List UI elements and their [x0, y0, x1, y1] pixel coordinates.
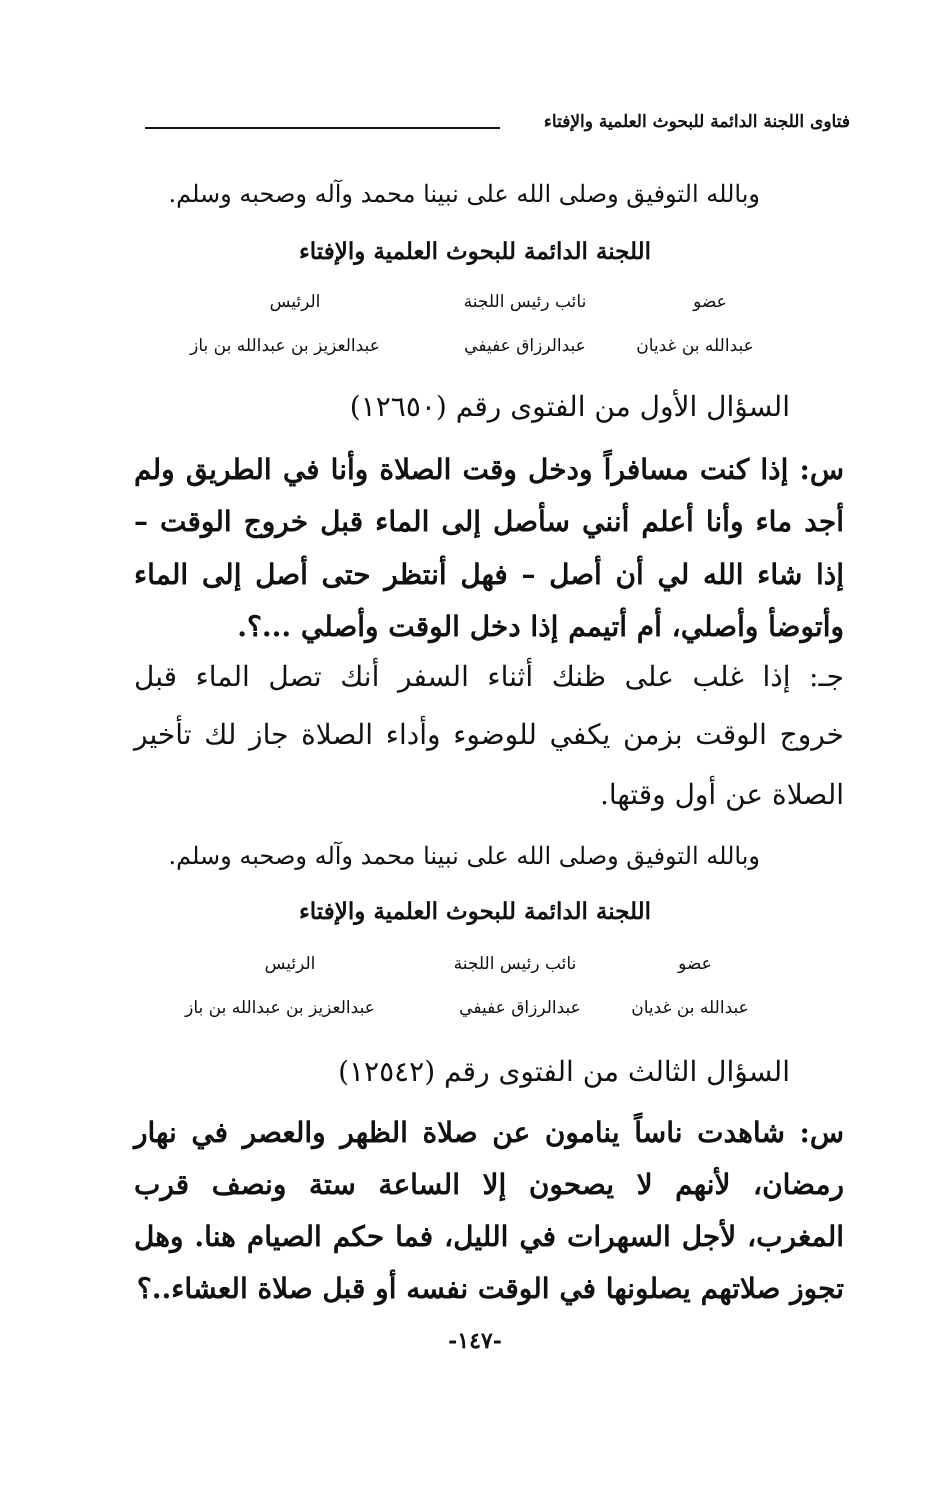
question-title: السؤال الثالث من الفتوى رقم (١٢٥٤٢) [338, 1055, 790, 1088]
closing-line: وبالله التوفيق وصلى الله على نبينا محمد وآله وصحبه وسلم. [168, 842, 760, 870]
question-line: س: شاهدت ناساً ينامون عن صلاة الظهر والعصر في نهار [134, 1116, 844, 1149]
running-header: فتاوى اللجنة الدائمة للبحوث العلمية والإفتاء [543, 112, 850, 132]
question-line: س: إذا كنت مسافراً ودخل وقت الصلاة وأنا في الطريق ولم [134, 453, 844, 486]
committee-name: اللجنة الدائمة للبحوث العلمية والإفتاء [298, 898, 652, 925]
answer-line: خروج الوقت بزمن يكفي للوضوء وأداء الصلاة جاز لك تأخير [134, 718, 844, 751]
signatory-member: عبدالله بن غديان [631, 998, 749, 1018]
question-line: أجد ماء وأنا أعلم أنني سأصل إلى الماء قبل خروج الوقت – [134, 505, 844, 538]
signatory-member: عبدالله بن غديان [636, 336, 754, 356]
role-vice-president: نائب رئيس اللجنة [453, 954, 577, 974]
question-line: وأتوضأ وأصلي، أم أتيمم إذا دخل الوقت وأصلي ...؟. [237, 610, 844, 643]
question-line: إذا شاء الله لي أن أصل – فهل أنتظر حتى أصل إلى الماء [134, 558, 844, 591]
role-president: الرئيس [269, 292, 321, 312]
committee-name: اللجنة الدائمة للبحوث العلمية والإفتاء [298, 238, 652, 265]
role-president: الرئيس [264, 954, 316, 974]
signatory-president: عبدالعزيز بن عبدالله بن باز [190, 336, 380, 356]
question-line: تجوز صلاتهم يصلونها في الوقت نفسه أو قبل صلاة العشاء..؟ [136, 1272, 844, 1305]
page-number: -١٤٧- [448, 1328, 502, 1354]
question-line: رمضان، لأنهم لا يصحون إلا الساعة ستة ونصف قرب [134, 1168, 844, 1201]
role-vice-president: نائب رئيس اللجنة [463, 292, 587, 312]
signatory-vice-president: عبدالرزاق عفيفي [464, 336, 586, 356]
signatory-vice-president: عبدالرزاق عفيفي [459, 998, 581, 1018]
question-title: السؤال الأول من الفتوى رقم (١٢٦٥٠) [349, 390, 790, 423]
answer-line: الصلاة عن أول وقتها. [599, 778, 844, 811]
answer-line: جـ: إذا غلب على ظنك أثناء السفر أنك تصل الماء قبل [134, 660, 844, 693]
signatory-president: عبدالعزيز بن عبدالله بن باز [185, 998, 375, 1018]
closing-line: وبالله التوفيق وصلى الله على نبينا محمد وآله وصحبه وسلم. [168, 180, 760, 208]
role-member: عضو [693, 292, 727, 312]
question-line: المغرب، لأجل السهرات في الليل، فما حكم الصيام هنا. وهل [134, 1220, 844, 1253]
role-member: عضو [678, 954, 712, 974]
header-rule [145, 127, 500, 129]
